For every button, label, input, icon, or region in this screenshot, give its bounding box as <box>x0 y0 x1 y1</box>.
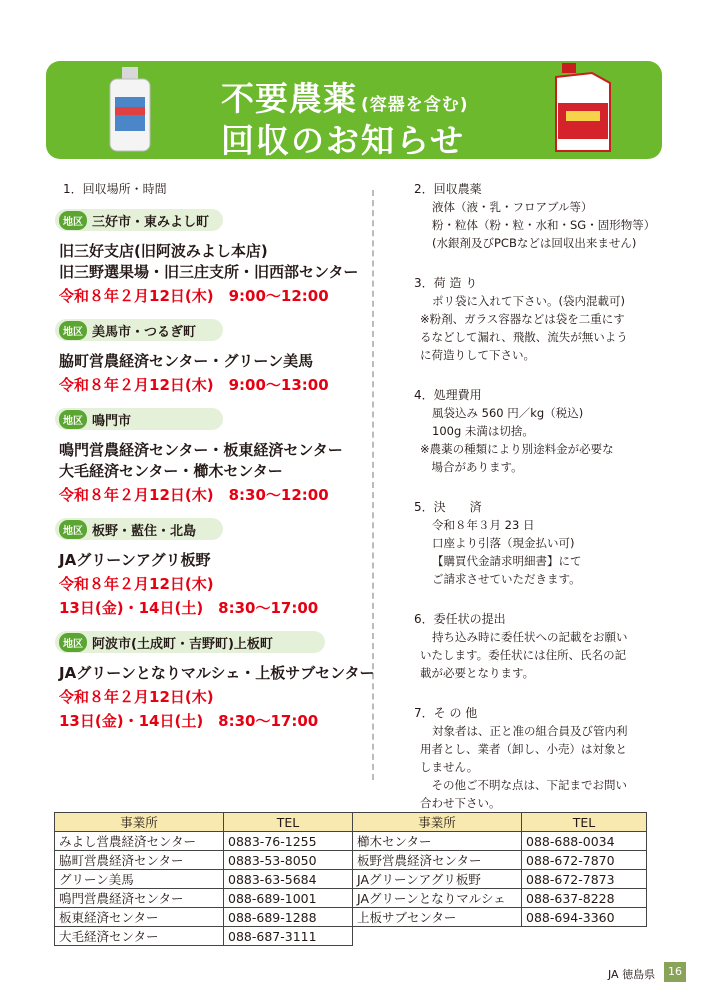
area-label <box>55 209 223 231</box>
office-cell: グリーン美馬 <box>55 870 224 889</box>
info-section <box>414 498 684 588</box>
section-line: 合わせ下さい。 <box>420 796 501 810</box>
area-name: 板野・藍住・北島 <box>92 523 197 539</box>
collection-date: 令和８年２月12日(木) <box>59 688 214 706</box>
banner-title: 不要農薬 (容器を含む) <box>221 79 469 118</box>
section-line: 載が必要となります。 <box>420 666 535 680</box>
section-title: 4．処理費用 <box>414 388 482 402</box>
col-office: 事業所 <box>55 813 224 832</box>
schedule-heading: 1．回収場所・時間 <box>63 182 167 196</box>
venue-name: 旧三野選果場・旧三庄支所・旧西部センター <box>59 263 359 281</box>
collection-date: 令和８年２月12日(木) <box>59 575 214 593</box>
section-line: その他ご不明な点は、下記までお問い <box>420 778 627 792</box>
office-cell: 大毛経済センター <box>55 927 224 946</box>
collection-date: 令和８年２月12日(木) 9:00〜13:00 <box>59 376 329 394</box>
tel-cell: 088-689-1288 <box>224 908 353 927</box>
table-header-row <box>55 813 647 832</box>
table-row <box>55 851 647 870</box>
col-office: 事業所 <box>353 813 522 832</box>
section-line: 口座より引落（現金払い可) <box>432 536 575 550</box>
section-line: 100g 未満は切捨。 <box>432 424 534 438</box>
area-tag: 地区 <box>59 633 87 652</box>
area-label <box>55 518 223 540</box>
info-section <box>414 610 684 682</box>
section-line: (水銀剤及びPCBなどは回収出来ません) <box>432 236 637 250</box>
office-cell: 板野営農経済センター <box>353 851 522 870</box>
section-line: ※粉剤、ガラス容器などは袋を二重にす <box>420 312 625 326</box>
org-name: JA 徳島県 <box>608 968 656 981</box>
area-label <box>55 408 223 430</box>
area-name: 阿波市(土成町・吉野町)上板町 <box>92 636 273 652</box>
contact-table <box>54 812 647 946</box>
pesticide-bottle-icon <box>104 67 156 153</box>
tel-cell: 088-672-7870 <box>522 851 647 870</box>
section-line: ※農薬の種類により別途料金が必要な <box>420 442 614 456</box>
area-name: 三好市・東みよし町 <box>92 214 210 230</box>
section-line: るなどして漏れ、飛散、流失が無いよう <box>420 330 628 344</box>
section-line: 令和８年３月 23 日 <box>432 518 535 532</box>
col-tel: TEL <box>224 813 353 832</box>
office-cell: 鳴門営農経済センター <box>55 889 224 908</box>
info-section <box>414 704 684 812</box>
section-line: いたします。委任状には住所、氏名の記 <box>420 648 627 662</box>
table-row <box>55 908 647 927</box>
venue-name: JAグリーンとなりマルシェ・上板サブセンター <box>59 664 375 682</box>
office-cell: 板東経済センター <box>55 908 224 927</box>
section-line: ご請求させていただきます。 <box>432 572 581 586</box>
office-cell: 櫛木センター <box>353 832 522 851</box>
area-tag: 地区 <box>59 321 87 340</box>
tel-cell: 0883-76-1255 <box>224 832 353 851</box>
area-label <box>55 319 223 341</box>
office-cell: 上板サブセンター <box>353 908 522 927</box>
info-section <box>414 274 684 364</box>
tel-cell: 088-688-0034 <box>522 832 647 851</box>
office-cell: JAグリーンアグリ板野 <box>353 870 522 889</box>
section-line: 風袋込み 560 円／kg（税込) <box>432 406 584 420</box>
area-tag: 地区 <box>59 410 87 429</box>
collection-details <box>414 180 684 834</box>
section-line: 対象者は、正と准の組合員及び管内利 <box>432 724 628 738</box>
section-line: 用者とし、業者（卸し、小売）は対象と <box>420 742 627 756</box>
collection-schedule <box>55 180 375 732</box>
collection-date: 令和８年２月12日(木) 9:00〜12:00 <box>59 287 329 305</box>
venue-name: 旧三好支店(旧阿波みよし本店) <box>59 242 268 260</box>
table-row <box>55 832 647 851</box>
venue-name: 大毛経済センター・櫛木センター <box>59 462 283 480</box>
page-number: 16 <box>664 962 686 982</box>
venue-name: JAグリーンアグリ板野 <box>59 551 211 569</box>
office-cell: 脇町営農経済センター <box>55 851 224 870</box>
section-line: 粉・粒体（粉・粒・水和・SG・固形物等） <box>432 218 656 232</box>
column-divider <box>372 190 374 780</box>
area-name: 鳴門市 <box>92 413 132 429</box>
col-tel: TEL <box>522 813 647 832</box>
section-title: 3．荷 造 り <box>414 276 478 290</box>
section-title: 2．回収農薬 <box>414 182 482 196</box>
office-cell: JAグリーンとなりマルシェ <box>353 889 522 908</box>
tel-cell: 0883-63-5684 <box>224 870 353 889</box>
tel-cell: 0883-53-8050 <box>224 851 353 870</box>
venue-name: 鳴門営農経済センター・板東経済センター <box>59 441 343 459</box>
venue-name: 脇町営農経済センター・グリーン美馬 <box>59 352 314 370</box>
area-label <box>55 631 325 653</box>
tel-cell: 088-694-3360 <box>522 908 647 927</box>
area-tag: 地区 <box>59 211 87 230</box>
office-cell <box>353 927 522 946</box>
tel-cell: 088-689-1001 <box>224 889 353 908</box>
banner-title-2: 回収のお知らせ <box>221 121 466 160</box>
section-line: 持ち込み時に委任状への記載をお願い <box>432 630 628 644</box>
collection-date: 13日(金)・14日(土) 8:30〜17:00 <box>59 712 319 730</box>
tel-cell <box>522 927 647 946</box>
tel-cell: 088-672-7873 <box>522 870 647 889</box>
table-row <box>55 889 647 908</box>
table-row <box>55 870 647 889</box>
area-tag: 地区 <box>59 520 87 539</box>
section-line: 液体（液・乳・フロアブル等） <box>432 200 593 214</box>
section-line: ポリ袋に入れて下さい。(袋内混載可) <box>432 294 625 308</box>
collection-date: 13日(金)・14日(土) 8:30〜17:00 <box>59 599 319 617</box>
area-name: 美馬市・つるぎ町 <box>92 324 197 340</box>
section-line: 【購買代金請求明細書】にて <box>432 554 582 568</box>
section-title: 5．決 済 <box>414 500 482 514</box>
info-section <box>414 180 684 252</box>
tel-cell: 088-687-3111 <box>224 927 353 946</box>
pesticide-canister-icon <box>552 63 614 155</box>
section-line: しません。 <box>420 760 479 774</box>
section-title: 6．委任状の提出 <box>414 612 506 626</box>
table-row <box>55 927 647 946</box>
info-section <box>414 386 684 476</box>
section-line: 場合があります。 <box>420 460 523 474</box>
tel-cell: 088-637-8228 <box>522 889 647 908</box>
office-cell: みよし営農経済センター <box>55 832 224 851</box>
section-title: 7．そ の 他 <box>414 706 478 720</box>
collection-date: 令和８年２月12日(木) 8:30〜12:00 <box>59 486 329 504</box>
section-line: に荷造りして下さい。 <box>420 348 535 362</box>
title-banner <box>46 61 662 159</box>
